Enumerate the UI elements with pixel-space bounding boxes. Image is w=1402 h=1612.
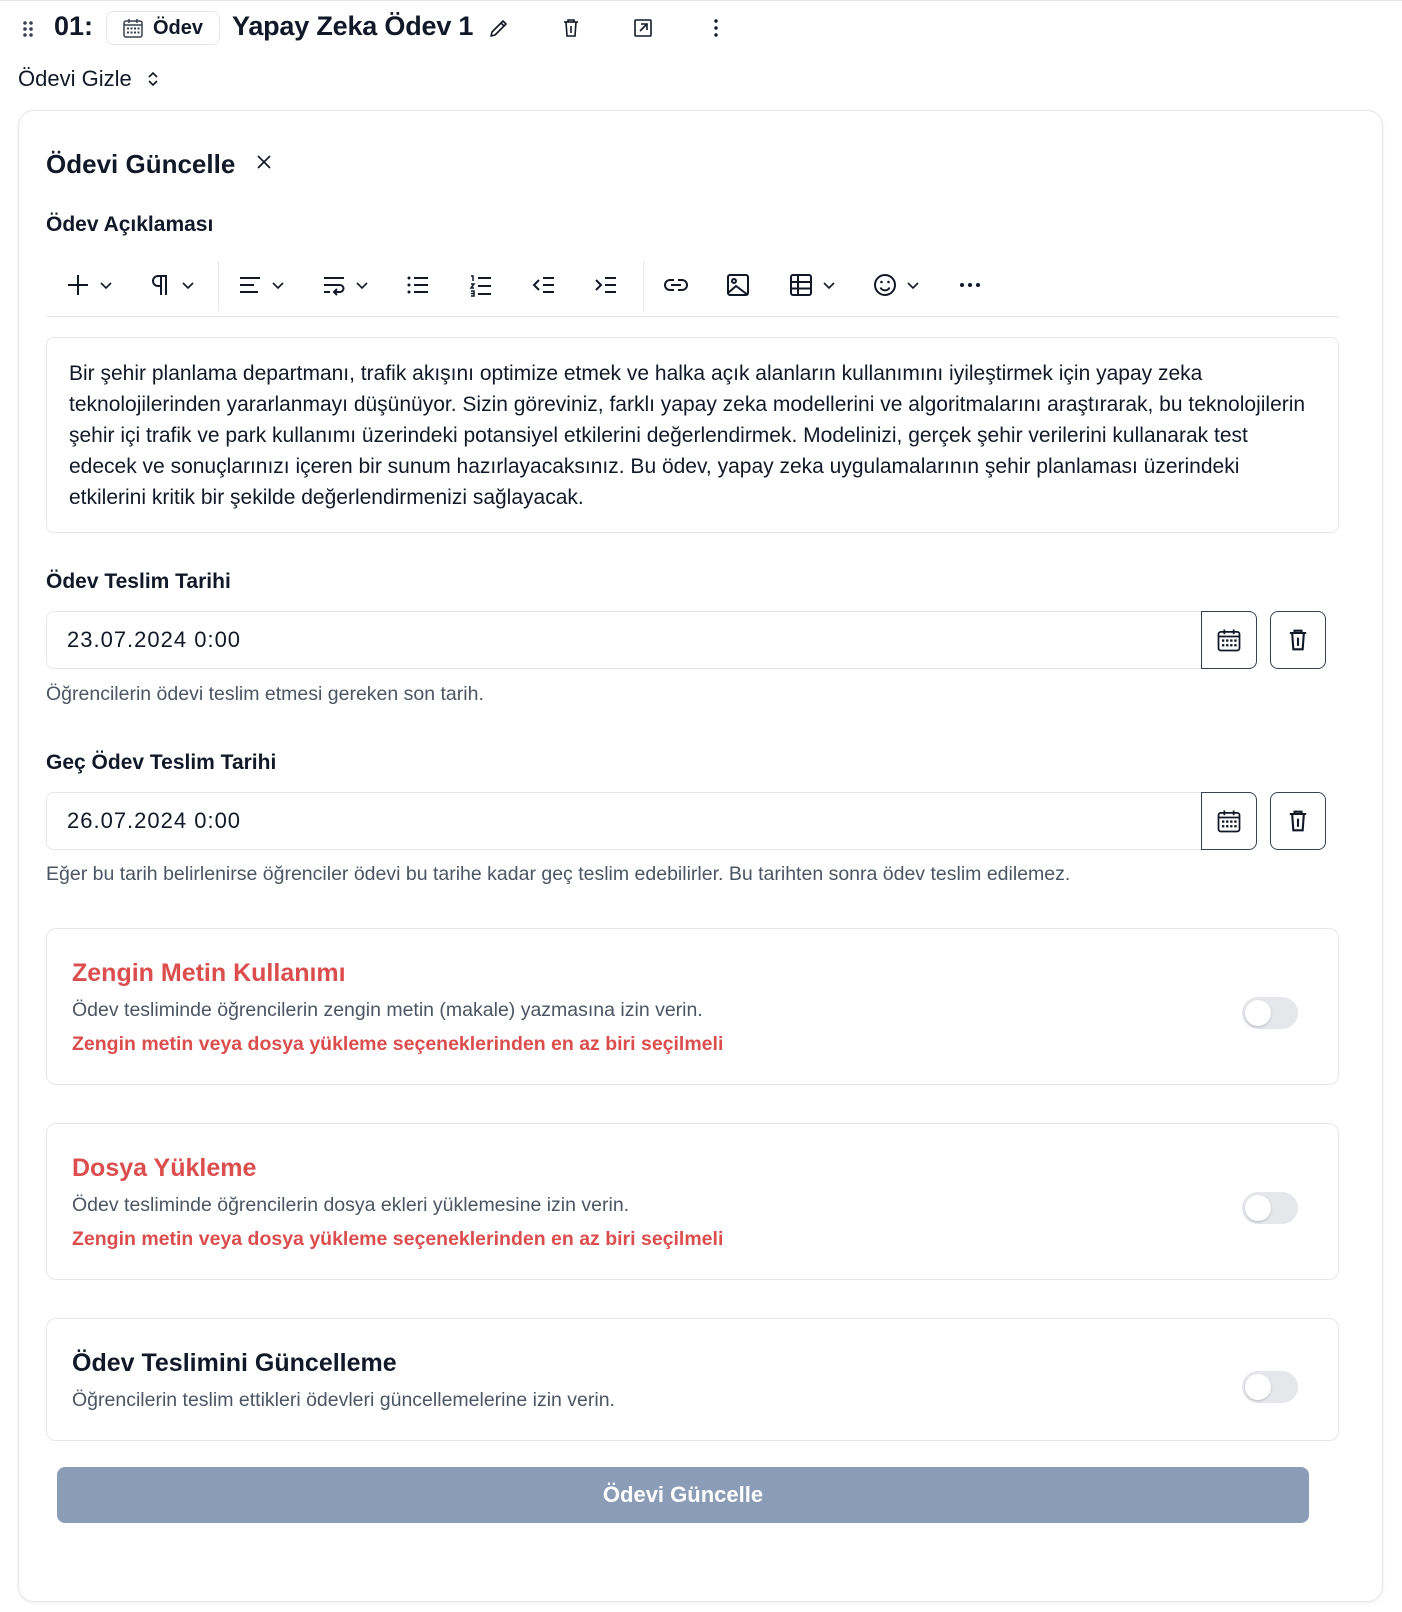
editor-toolbar <box>46 253 1339 317</box>
plus-icon <box>64 271 92 299</box>
numbered-list-icon <box>467 271 495 299</box>
emoji-button[interactable] <box>871 267 921 303</box>
calendar-icon <box>1215 807 1243 835</box>
hide-assignment-toggle[interactable] <box>18 66 162 92</box>
due-date-field <box>46 611 1339 669</box>
due-date-calendar-button[interactable] <box>1201 611 1257 669</box>
trash-icon <box>1284 626 1312 654</box>
late-due-date-calendar-button[interactable] <box>1201 792 1257 850</box>
toggle-knob <box>1245 1374 1271 1400</box>
update-submission-option <box>46 1318 1339 1441</box>
chevron-down-icon <box>180 277 196 293</box>
image-button[interactable] <box>724 267 752 303</box>
link-icon <box>662 271 690 299</box>
chevron-down-icon <box>905 277 921 293</box>
align-button[interactable] <box>236 267 286 303</box>
toggle-knob <box>1245 1195 1271 1221</box>
toolbar-divider <box>218 261 219 311</box>
rich-text-option-description: Ödev tesliminde öğrencilerin zengin metin (makale) yazmasına izin verin. <box>72 999 703 1021</box>
item-number: 01: <box>54 11 94 41</box>
due-date-input[interactable]: 23.07.2024 0:00 <box>46 611 1201 669</box>
more-options-button[interactable] <box>956 267 984 303</box>
rich-text-toggle[interactable] <box>1242 997 1298 1029</box>
pencil-icon <box>487 16 511 40</box>
description-label: Ödev Açıklaması <box>46 213 214 236</box>
more-vertical-icon <box>704 16 728 40</box>
text-wrap-icon <box>320 271 348 299</box>
drag-handle-icon[interactable] <box>20 19 36 39</box>
hide-assignment-label: Ödevi Gizle <box>18 66 132 91</box>
late-due-date-clear-button[interactable] <box>1270 792 1326 850</box>
table-button[interactable] <box>787 267 837 303</box>
file-upload-option-description: Ödev tesliminde öğrencilerin dosya ekleri yüklemesine izin verin. <box>72 1194 630 1216</box>
indent-icon <box>592 271 620 299</box>
edit-button[interactable] <box>482 11 516 45</box>
calendar-icon <box>1215 626 1243 654</box>
chevron-down-icon <box>821 277 837 293</box>
trash-icon <box>559 16 583 40</box>
chevron-down-icon <box>270 277 286 293</box>
update-submission-option-title: Ödev Teslimini Güncelleme <box>72 1349 397 1377</box>
update-assignment-button[interactable]: Ödevi Güncelle <box>57 1467 1309 1523</box>
card-title: Ödevi Güncelle <box>46 149 236 179</box>
emoji-icon <box>871 271 899 299</box>
image-icon <box>724 271 752 299</box>
file-upload-option-error: Zengin metin veya dosya yükleme seçeneklerinden en az biri seçilmeli <box>72 1228 724 1250</box>
due-date-clear-button[interactable] <box>1270 611 1326 669</box>
update-submission-toggle[interactable] <box>1242 1371 1298 1403</box>
bullet-list-button[interactable] <box>404 267 432 303</box>
delete-button[interactable] <box>554 11 588 45</box>
chevron-up-down-icon <box>144 69 162 89</box>
due-date-help: Öğrencilerin ödevi teslim etmesi gereken son tarih. <box>46 683 484 705</box>
type-badge <box>106 11 220 45</box>
trash-icon <box>1284 807 1312 835</box>
calendar-icon <box>121 16 145 40</box>
late-due-date-label: Geç Ödev Teslim Tarihi <box>46 751 277 774</box>
paragraph-style-button[interactable] <box>146 267 196 303</box>
link-button[interactable] <box>662 267 690 303</box>
paragraph-icon <box>146 271 174 299</box>
late-due-date-input[interactable]: 26.07.2024 0:00 <box>46 792 1201 850</box>
table-icon <box>787 271 815 299</box>
rich-text-option-error: Zengin metin veya dosya yükleme seçeneklerinden en az biri seçilmeli <box>72 1033 724 1055</box>
more-button[interactable] <box>699 11 733 45</box>
file-upload-option <box>46 1123 1339 1280</box>
update-assignment-card <box>18 110 1383 1602</box>
outdent-icon <box>530 271 558 299</box>
close-icon <box>254 152 274 172</box>
numbered-list-button[interactable] <box>467 267 495 303</box>
indent-button[interactable] <box>592 267 620 303</box>
type-label: Ödev <box>153 16 204 39</box>
align-left-icon <box>236 271 264 299</box>
rich-text-option <box>46 928 1339 1085</box>
assignment-header <box>0 0 1402 56</box>
bullet-list-icon <box>404 271 432 299</box>
late-due-date-field <box>46 792 1339 850</box>
open-button[interactable] <box>626 11 660 45</box>
assignment-title: Yapay Zeka Ödev 1 <box>232 11 474 41</box>
toolbar-divider <box>643 261 644 311</box>
file-upload-option-title: Dosya Yükleme <box>72 1154 257 1182</box>
insert-button[interactable] <box>64 267 114 303</box>
chevron-down-icon <box>354 277 370 293</box>
file-upload-toggle[interactable] <box>1242 1192 1298 1224</box>
toggle-knob <box>1245 1000 1271 1026</box>
update-submission-option-description: Öğrencilerin teslim ettikleri ödevleri güncellemelerine izin verin. <box>72 1389 615 1411</box>
rich-text-option-title: Zengin Metin Kullanımı <box>72 959 346 987</box>
more-horizontal-icon <box>956 271 984 299</box>
close-button[interactable] <box>249 147 279 177</box>
outdent-button[interactable] <box>530 267 558 303</box>
text-wrap-button[interactable] <box>320 267 370 303</box>
late-due-date-help: Eğer bu tarih belirlenirse öğrenciler ödevi bu tarihe kadar geç teslim edebilirler. Bu tarihten sonra ödev teslim edilemez. <box>46 863 1071 885</box>
description-editor[interactable]: Bir şehir planlama departmanı, trafik akışını optimize etmek ve halka açık alanların kullanımını iyileştirmek için yapay zeka teknolojilerinden yararlanmayı düşünüyor. Sizin göreviniz, farklı yapay zeka modellerini ve algoritmalarını araştırarak, bu teknolojilerin şehir içi trafik ve park kullanımı üzerindeki potansiyel etkilerini değerlendirmek. Modelinizi, gerçek şehir verilerini kullanarak test edecek ve sonuçlarınızı içeren bir sunum hazırlayacaksınız. Bu ödev, yapay zeka uygulamalarının şehir planlaması üzerindeki etkilerini kritik bir şekilde değerlendirmenizi sağlayacak. <box>46 337 1339 533</box>
due-date-label: Ödev Teslim Tarihi <box>46 570 231 593</box>
chevron-down-icon <box>98 277 114 293</box>
external-link-icon <box>631 16 655 40</box>
